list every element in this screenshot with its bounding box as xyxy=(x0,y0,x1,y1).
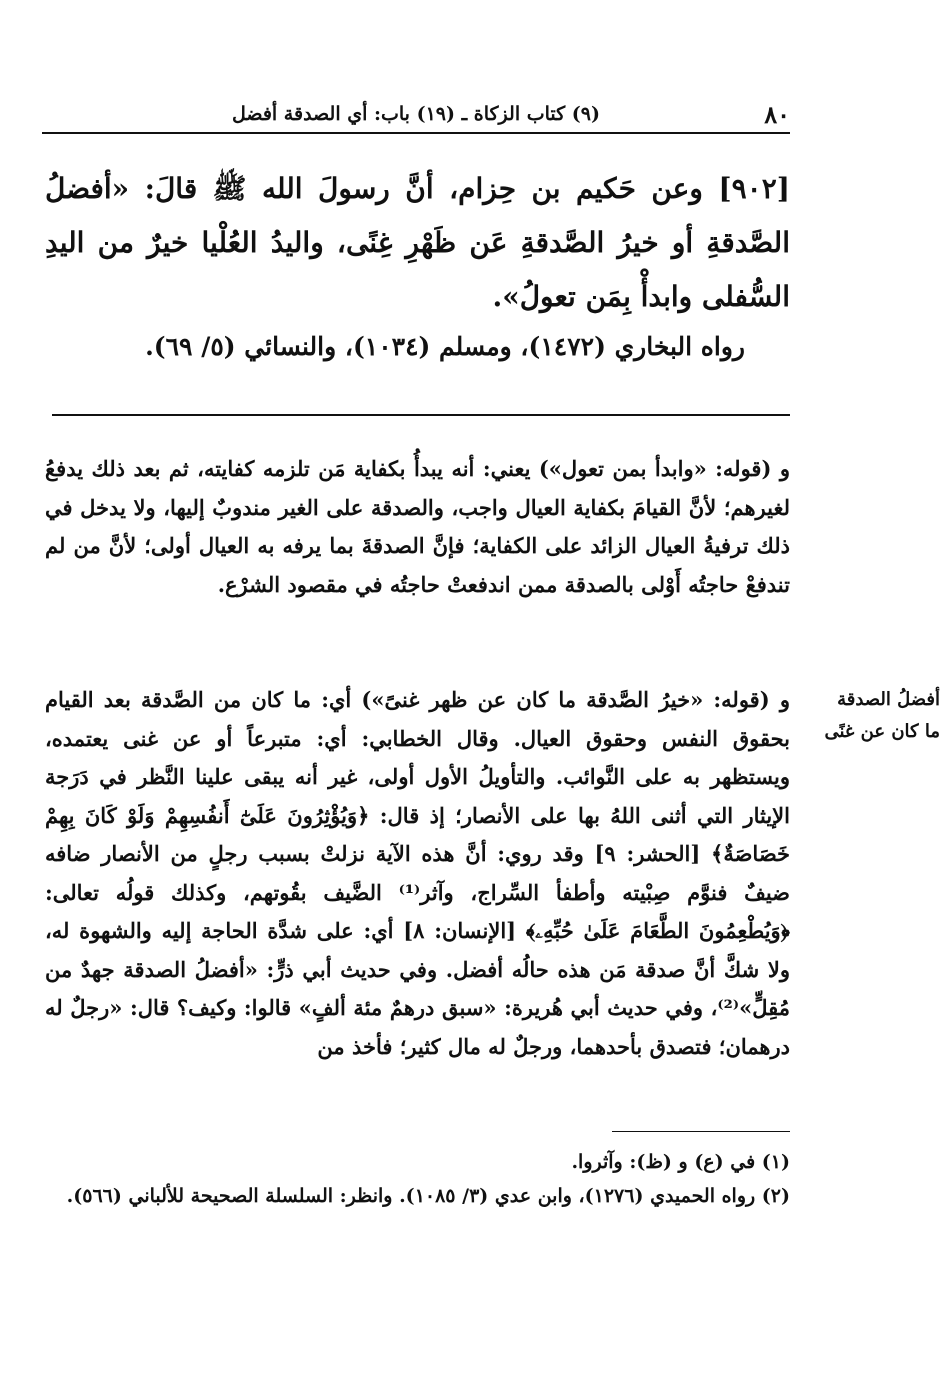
marginal-note xyxy=(800,684,940,748)
commentary-paragraph-1 xyxy=(45,450,790,604)
marginal-note-line: ما كان عن غنًى xyxy=(824,721,940,742)
marginal-note-line: أفضلُ الصدقة xyxy=(837,689,940,710)
footnotes xyxy=(45,1145,790,1213)
footnote-divider xyxy=(612,1131,790,1132)
section-separator xyxy=(52,414,790,416)
hadith-source: رواه البخاري (١٤٧٢)، ومسلم (١٠٣٤)، والنسائي (٥/ ٦٩). xyxy=(145,332,745,361)
commentary-text: و (قوله: «خيرُ الصَّدقة ما كان عن ظهر غنىً») أي: ما كان من الصَّدقة بعد القيام بحقوق النفس وحقوق العيال. وقال الخطابي: أي: متبرعاً أو عن غنى يعتمده، ويستظهر به على النَّوائب. والتأويلُ الأول أولى، غير أنه يبقى علينا النَّظر في دَرَجة الإيثار التي أثنى اللهُ بها على الأنصار؛ إذ قال: ﴿وَيُؤْثِرُونَ عَلَىٰٓ أَنفُسِهِمْ وَلَوْ كَانَ بِهِمْ خَصَاصَةٌ﴾ [الحشر: ٩] وقد روي: أنَّ هذه الآية نزلتْ بسبب رجلٍ من الأنصار ضافه ضيفٌ فنوَّم صِبْيته وأطفأ السِّراج، وآثر⁽¹⁾ الضَّيف بقُوتهم، وكذلك قولُه تعالى: ﴿وَيُطْعِمُونَ الطَّعَامَ عَلَىٰ حُبِّهِۦ﴾ [الإنسان: ٨] أي: على شدَّة الحاجة إليه والشهوة له، ولا شكَّ أنَّ صدقة مَن هذه حالُه أفضل. وفي حديث أبي ذرٍّ: «أفضلُ الصدقة جهدٌ من مُقِلٍّ»⁽²⁾، وفي حديث أبي هُريرة: «سبق درهمٌ مئة ألفٍ» قالوا: وكيف؟ قال: «رجلٌ له درهمان؛ فتصدق بأحدهما، ورجلٌ له مال كثير؛ فأخذ من xyxy=(45,687,791,1059)
running-title: (٩) كتاب الزكاة ـ (١٩) باب: أي الصدقة أفضل xyxy=(231,103,601,125)
footnote-1: (١) في (ع) و (ظ): وآثروا. xyxy=(571,1151,790,1173)
hadith-text: [٩٠٢] وعن حَكيم بن حِزام، أنَّ رسولَ الله ﷺ قالَ: «أفضلُ الصَّدقةِ أو خيرُ الصَّدقةِ عَن ظَهْرِ غِنًى، واليدُ العُلْيا خيرٌ من اليدِ السُّفلى وابدأْ بِمَن تعولُ». xyxy=(45,172,790,313)
page-header xyxy=(42,98,790,134)
page-number: ٨٠ xyxy=(764,100,790,129)
commentary-paragraph-2 xyxy=(45,681,790,1066)
commentary-text: و (قوله: «وابدأ بمن تعول») يعني: أنه يبدأُ بكفاية مَن تلزمه كفايته، ثم بعد ذلك يدفعُ لغيرهم؛ لأنَّ القيامَ بكفاية العيال واجب، والصدقة على الغير مندوبٌ إليها، ولا يدخل في ذلك ترفيةُ العيال الزائد على الكفاية؛ فإنَّ الصدقةَ بما يرفه به العيال أولى؛ لأنَّ من لم تندفعْ حاجتُه أَوْلى بالصدقة ممن اندفعتْ حاجتُه في مقصود الشرْع. xyxy=(45,456,790,597)
footnote-2: (٢) رواه الحميدي (١٢٧٦)، وابن عدي (٣/ ١٠٨٥). وانظر: السلسلة الصحيحة للألباني (٥٦٦). xyxy=(66,1185,790,1207)
